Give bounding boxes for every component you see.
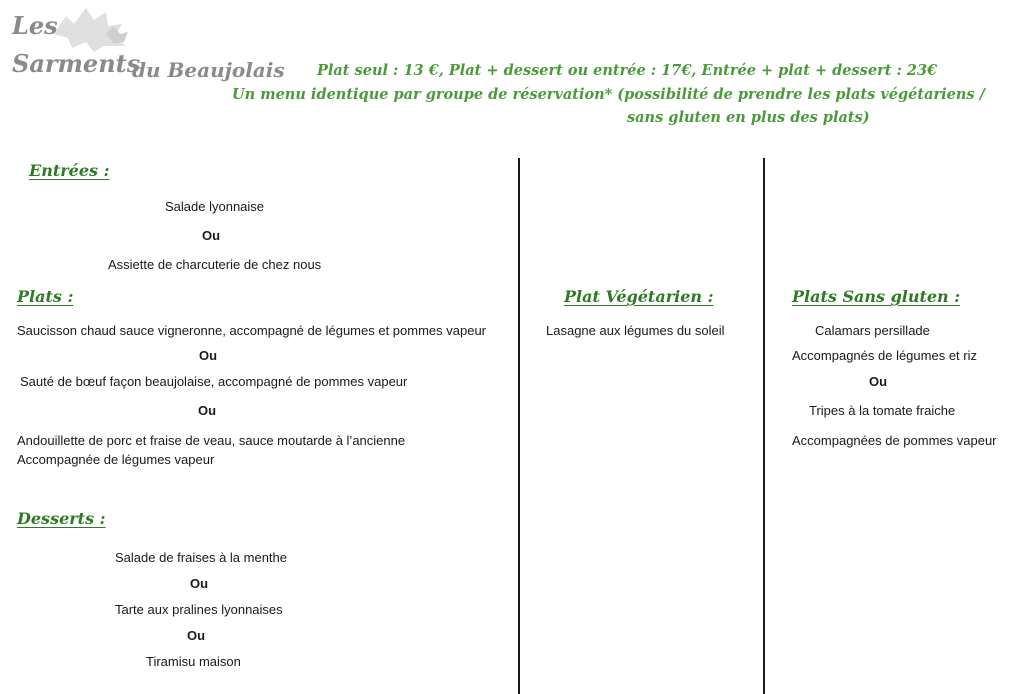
entree-item-1: Salade lyonnaise [165,199,265,214]
plat-item-3-line-2: Accompagnée de légumes vapeur [17,452,215,467]
sans-gluten-title: Plats Sans gluten : [792,287,961,306]
sans-gluten-item-2-side: Accompagnées de pommes vapeur [792,433,997,448]
dessert-item-1: Salade de fraises à la menthe [115,550,287,565]
plat-or-1: Ou [199,348,218,363]
desserts-title: Desserts : [17,509,106,528]
plats-title: Plats : [17,287,74,306]
plat-item-1: Saucisson chaud sauce vigneronne, accompagné de légumes et pommes vapeur [17,323,487,338]
entree-item-2: Assiette de charcuterie de chez nous [108,257,322,272]
entree-or-1: Ou [202,228,221,243]
sans-gluten-item-1-side: Accompagnés de légumes et riz [792,348,977,363]
plat-item-3-line-1: Andouillette de porc et fraise de veau, sauce moutarde à l’ancienne [17,433,406,448]
logo-sarments: Sarments [12,49,141,78]
sans-gluten-or-1: Ou [869,374,888,389]
dessert-item-2: Tarte aux pralines lyonnaises [115,602,283,617]
logo-les: Les [12,11,58,40]
pricing-line: Plat seul : 13 €, Plat + dessert ou entrée : 17€, Entrée + plat + dessert : 23€ [317,62,938,79]
vegetarien-item-1: Lasagne aux légumes du soleil [546,323,725,338]
vegetarien-title: Plat Végétarien : [564,287,714,306]
dessert-or-2: Ou [187,628,206,643]
plat-item-2: Sauté de bœuf façon beaujolaise, accompagné de pommes vapeur [20,374,408,389]
logo-du-beaujolais: du Beaujolais [132,58,285,82]
column-divider-left [518,158,520,694]
plat-or-2: Ou [198,403,217,418]
menu-note-line-1: Un menu identique par groupe de réservation* (possibilité de prendre les plats végétariens / [232,86,985,103]
sans-gluten-item-2: Tripes à la tomate fraiche [809,403,956,418]
column-divider-right [763,158,765,694]
entrees-title: Entrées : [29,161,110,180]
sans-gluten-item-1: Calamars persillade [815,323,930,338]
dessert-item-3: Tiramisu maison [146,654,241,669]
dessert-or-1: Ou [190,576,209,591]
menu-note-line-2: sans gluten en plus des plats) [627,109,870,126]
